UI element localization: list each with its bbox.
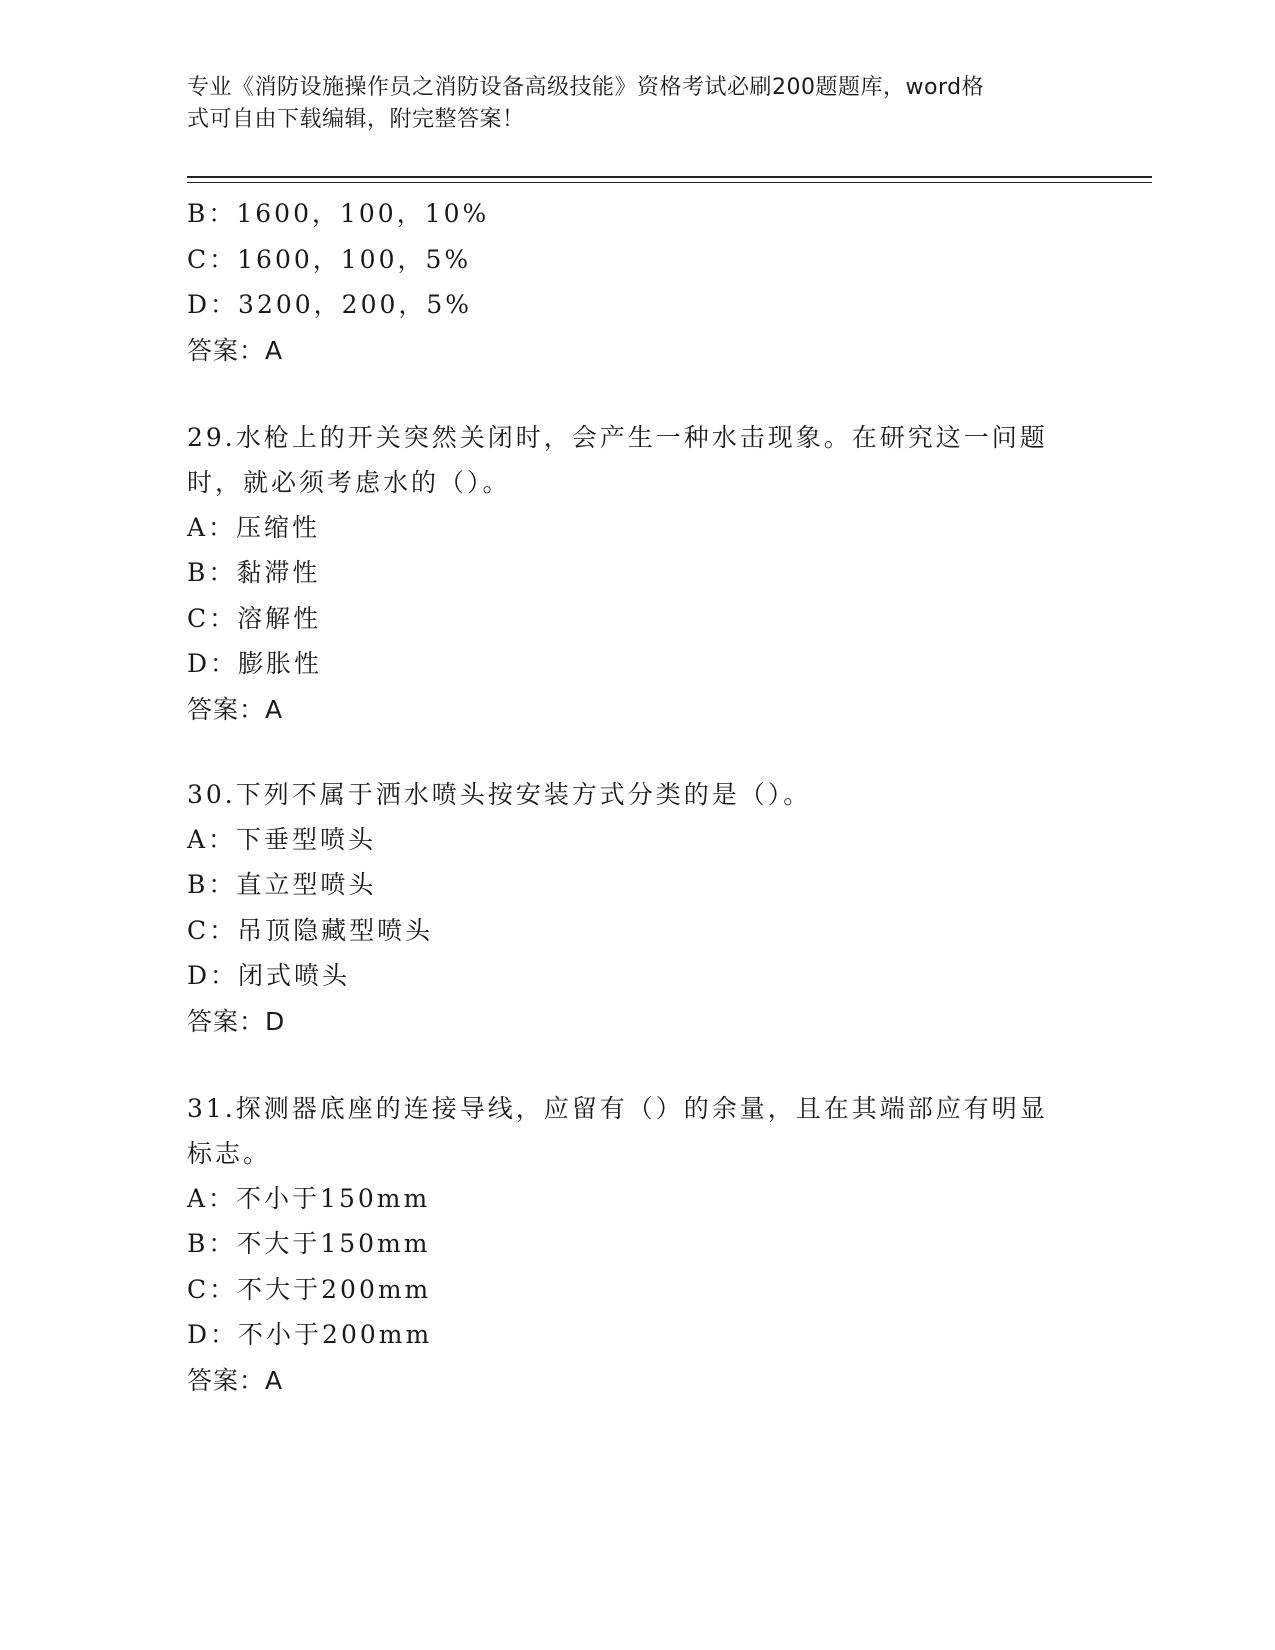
option-a: A：不小于150mm <box>187 1183 431 1213</box>
header-divider-thick <box>187 176 1152 178</box>
option-b: B：直立型喷头 <box>187 870 377 899</box>
option-d: D：膨胀性 <box>187 649 323 678</box>
answer-line <box>187 687 1077 733</box>
option-b: B：不大于150mm <box>187 1229 431 1258</box>
document-header <box>187 72 1067 136</box>
option-c: C：溶解性 <box>187 603 322 633</box>
answer-line <box>187 328 1077 374</box>
option-c: C：不大于200mm <box>187 1274 432 1304</box>
answer-label: 答案： <box>187 694 266 724</box>
answer-value: D <box>265 1006 286 1036</box>
answer-value: A <box>265 1365 284 1395</box>
option-b: B：1600，100，10% <box>187 199 490 228</box>
option-c: C：1600，100，5% <box>187 244 472 274</box>
question-30 <box>187 772 1077 1045</box>
question-31 <box>187 1086 1077 1404</box>
question-text-line: 时，就必须考虑水的（）。 <box>187 467 511 497</box>
answer-line <box>187 999 1077 1045</box>
question-29 <box>187 415 1077 733</box>
answer-value: A <box>265 694 284 724</box>
answer-label: 答案： <box>187 1365 266 1395</box>
header-divider-thin <box>187 182 1152 183</box>
question-text-line: 标志。 <box>187 1138 272 1168</box>
header-line-2: 式可自由下载编辑，附完整答案！ <box>187 107 525 132</box>
answer-label: 答案： <box>187 335 266 365</box>
option-b: B：黏滞性 <box>187 558 321 587</box>
question-text-line: 29.水枪上的开关突然关闭时，会产生一种水击现象。在研究这一问题 <box>187 422 1048 452</box>
header-line-1: 专业《消防设施操作员之消防设备高级技能》资格考试必刷200题题库，word格 <box>187 75 985 100</box>
option-d: D：3200，200，5% <box>187 290 473 319</box>
option-a: A：下垂型喷头 <box>187 824 377 854</box>
question-list <box>187 191 1077 1404</box>
option-c: C：吊顶隐藏型喷头 <box>187 915 434 945</box>
option-d: D：闭式喷头 <box>187 961 351 990</box>
option-a: A：压缩性 <box>187 512 321 542</box>
answer-label: 答案： <box>187 1006 266 1036</box>
answer-line <box>187 1358 1077 1404</box>
answer-value: A <box>265 335 284 365</box>
question-text-line: 30.下列不属于洒水喷头按安装方式分类的是（）。 <box>187 779 812 809</box>
question-28-tail <box>187 191 1077 374</box>
option-d: D：不小于200mm <box>187 1320 433 1349</box>
question-text-line: 31.探测器底座的连接导线，应留有（）的余量，且在其端部应有明显 <box>187 1093 1048 1123</box>
